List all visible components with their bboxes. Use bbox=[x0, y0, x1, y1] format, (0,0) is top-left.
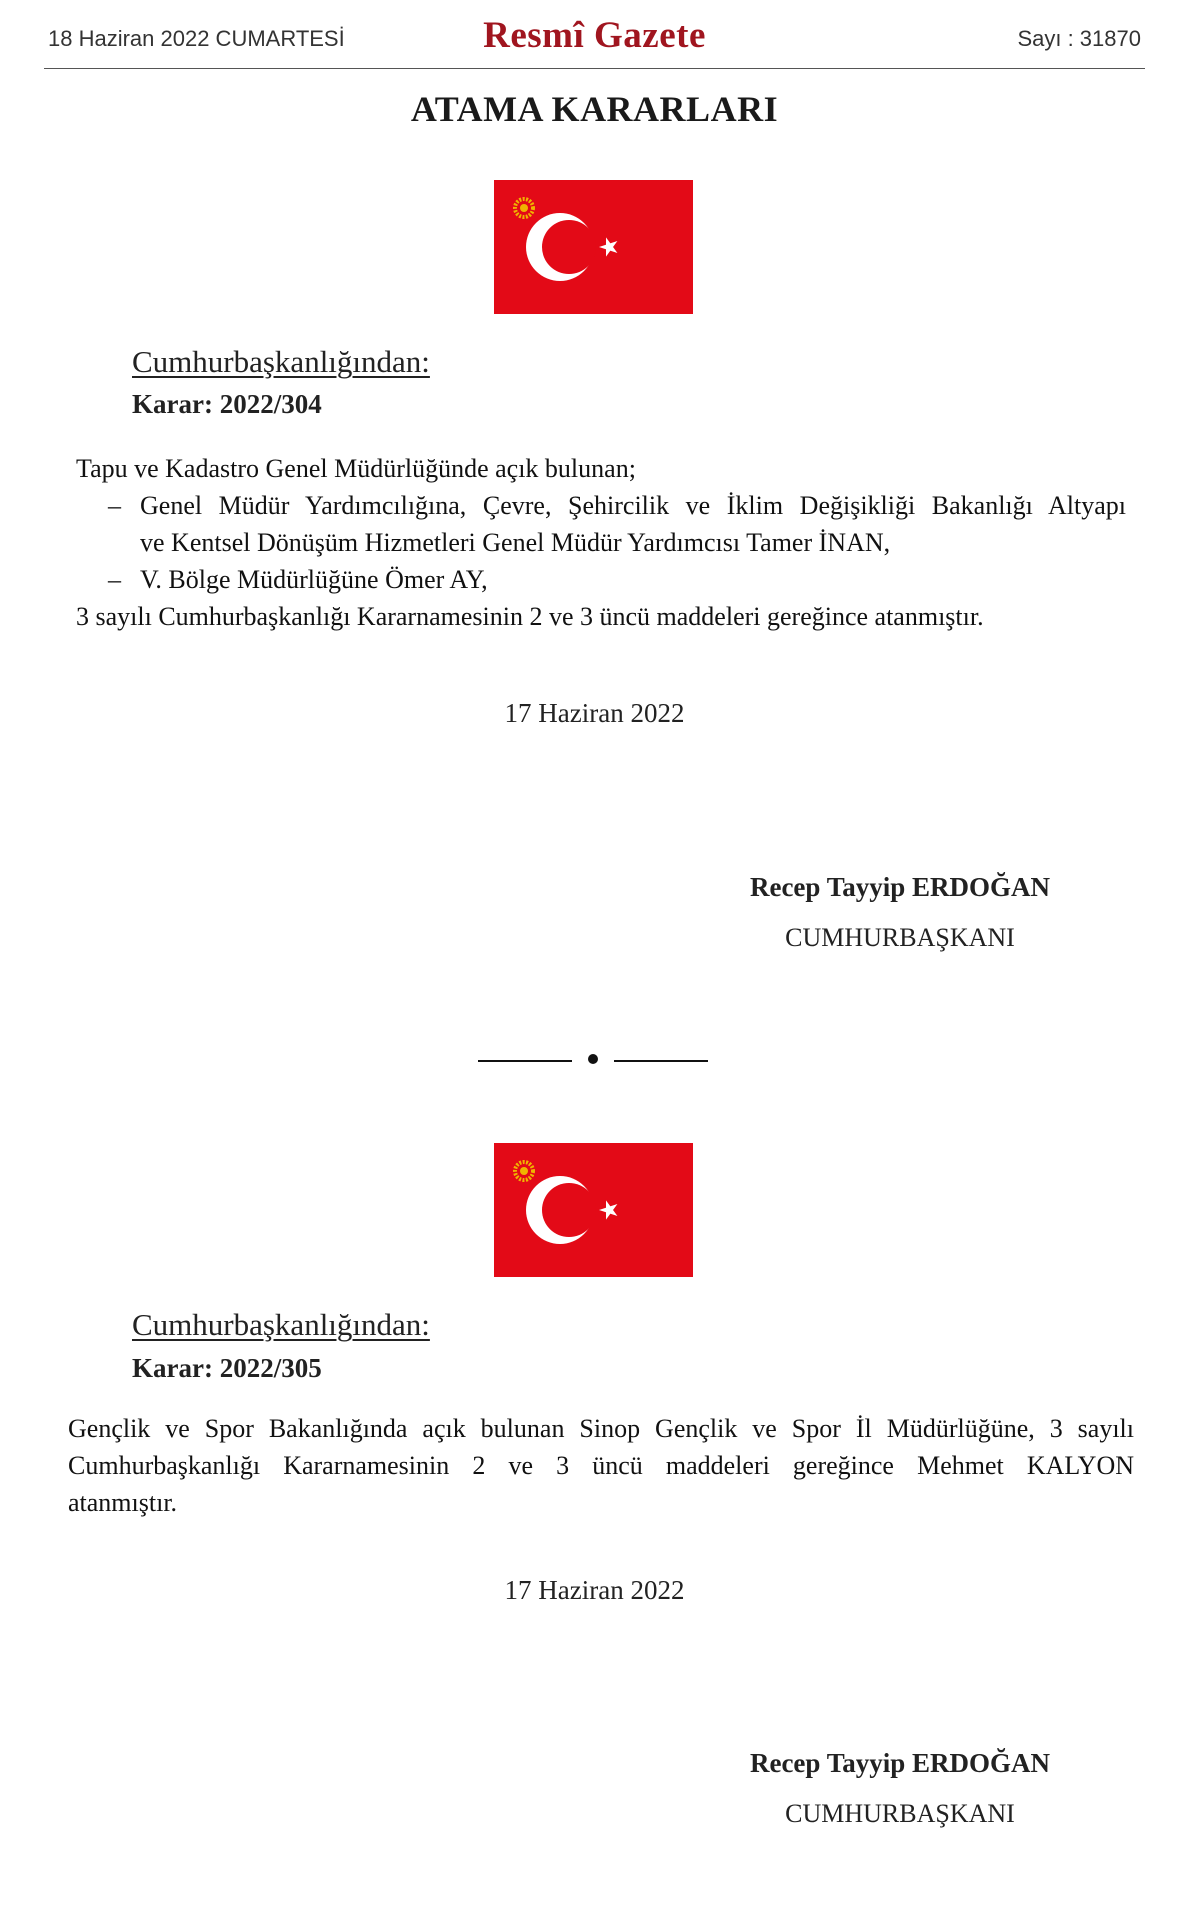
list-item: – V. Bölge Müdürlüğüne Ömer AY, bbox=[76, 561, 1126, 598]
publication-date: 18 Haziran 2022 CUMARTESİ bbox=[48, 26, 345, 51]
decision-date: 17 Haziran 2022 bbox=[504, 698, 685, 728]
decision-body bbox=[76, 450, 1126, 635]
list-item: – Genel Müdür Yardımcılığına, Çevre, Şehircilik ve İklim Değişikliği Bakanlığı Altyapı bbox=[76, 487, 1126, 524]
decision-date: 17 Haziran 2022 bbox=[504, 1575, 685, 1605]
gazette-header bbox=[44, 0, 1145, 69]
signatory-title: CUMHURBAŞKANI bbox=[785, 923, 1015, 952]
body-line: Cumhurbaşkanlığı Kararnamesinin 2 ve 3 üncü maddeleri gereğince Mehmet KALYON bbox=[68, 1451, 1134, 1480]
decision-number: Karar: 2022/305 bbox=[132, 1353, 322, 1383]
body-closing: 3 sayılı Cumhurbaşkanlığı Kararnamesinin 2 ve 3 üncü maddeleri gereğince atanmıştır. bbox=[76, 602, 984, 631]
decision-number: Karar: 2022/304 bbox=[132, 389, 322, 419]
issuing-authority: Cumhurbaşkanlığından: bbox=[132, 344, 430, 379]
body-line: Gençlik ve Spor Bakanlığında açık bulunan Sinop Gençlik ve Spor İl Müdürlüğüne, 3 sayılı bbox=[68, 1414, 1134, 1443]
section-separator bbox=[478, 1052, 708, 1066]
list-item-continuation: ve Kentsel Dönüşüm Hizmetleri Genel Müdür Yardımcısı Tamer İNAN, bbox=[140, 528, 891, 557]
presidential-flag-icon bbox=[494, 1143, 693, 1277]
issue-number: Sayı : 31870 bbox=[1017, 26, 1141, 51]
presidential-flag-icon bbox=[494, 180, 693, 314]
page-title: ATAMA KARARLARI bbox=[410, 89, 779, 129]
decision-body bbox=[68, 1410, 1134, 1521]
gazette-name: Resmî Gazete bbox=[483, 15, 706, 56]
signatory-title: CUMHURBAŞKANI bbox=[785, 1799, 1015, 1828]
list-dash: – bbox=[108, 565, 121, 594]
list-dash: – bbox=[108, 491, 121, 520]
issuing-authority: Cumhurbaşkanlığından: bbox=[132, 1307, 430, 1342]
signatory-name: Recep Tayyip ERDOĞAN bbox=[749, 872, 1051, 902]
body-intro: Tapu ve Kadastro Genel Müdürlüğünde açık bulunan; bbox=[76, 454, 636, 483]
signatory-name: Recep Tayyip ERDOĞAN bbox=[749, 1748, 1051, 1778]
body-line: atanmıştır. bbox=[68, 1488, 178, 1517]
